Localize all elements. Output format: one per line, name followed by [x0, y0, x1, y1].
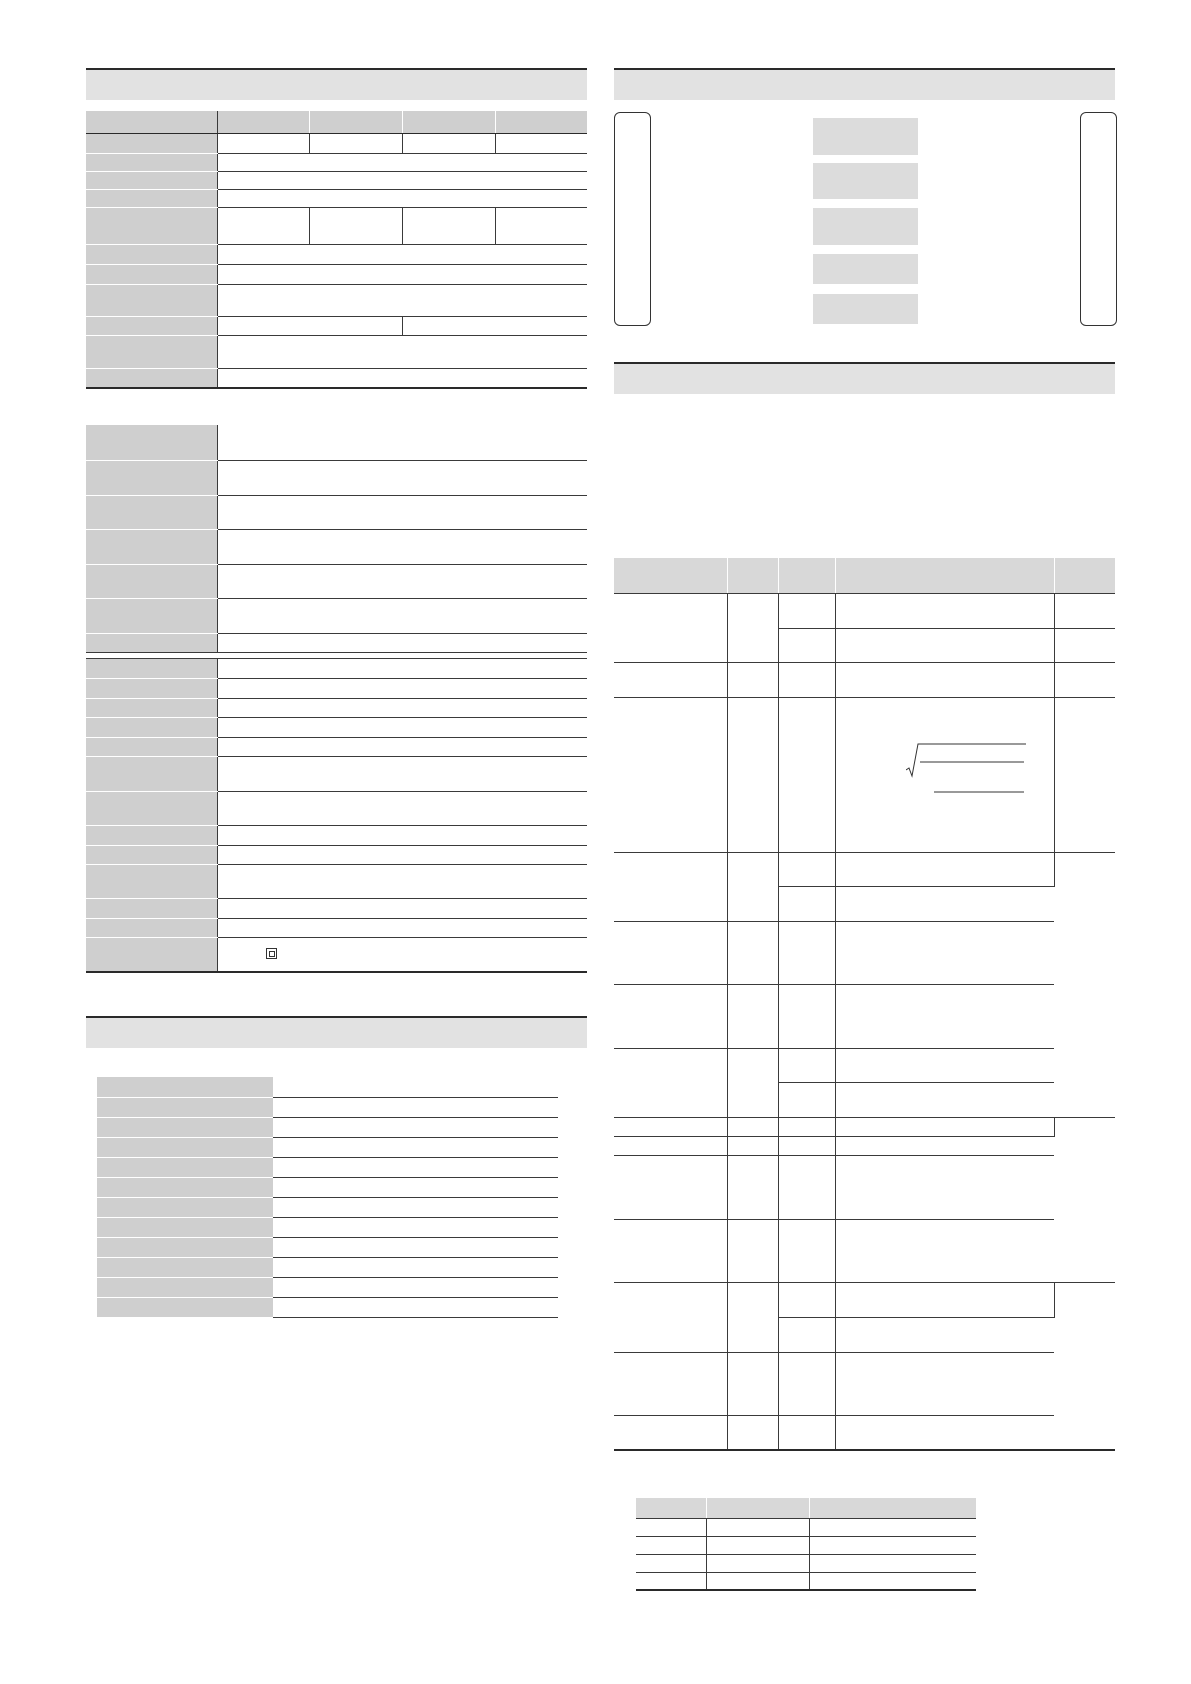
table-cell	[273, 1137, 558, 1157]
table-cell	[778, 1136, 835, 1155]
table-cell	[217, 658, 587, 678]
table-cell	[614, 852, 727, 921]
table-row	[614, 593, 1115, 628]
table-cell	[273, 1257, 558, 1277]
table-row	[86, 368, 587, 388]
table-cell	[217, 171, 587, 189]
table-row	[614, 984, 1115, 1048]
table-cell	[309, 207, 402, 244]
table-header-row	[636, 1498, 976, 1518]
table-cell	[809, 1536, 976, 1554]
table-row	[86, 825, 587, 845]
row-label	[86, 737, 217, 756]
section-header-left-bottom	[86, 1016, 587, 1048]
table-header-row	[86, 111, 587, 133]
table-cell	[614, 697, 727, 852]
table-cell	[402, 316, 587, 335]
row-label	[97, 1177, 273, 1197]
table-cell	[614, 593, 727, 662]
row-label	[86, 633, 217, 652]
square-root-symbol	[906, 742, 1026, 802]
table-row	[614, 1136, 1115, 1155]
table-row	[614, 852, 1115, 886]
table-cell	[835, 1317, 1054, 1352]
header-cell	[636, 1498, 706, 1518]
table-row	[86, 864, 587, 898]
table-row	[636, 1536, 976, 1554]
row-label	[86, 284, 217, 316]
table-cell	[727, 593, 778, 662]
table-cell	[273, 1097, 558, 1117]
table-cell	[778, 1317, 835, 1352]
double-square-icon	[266, 948, 277, 959]
table-cell	[273, 1077, 558, 1097]
table-cell	[727, 1415, 778, 1450]
spec-table-lower	[97, 1077, 558, 1318]
header-cell	[402, 111, 495, 133]
table-cell	[778, 628, 835, 662]
table-cell	[727, 1282, 778, 1352]
table-cell	[706, 1554, 809, 1572]
table-cell	[1054, 1282, 1115, 1450]
table-cell	[835, 852, 1054, 886]
table-cell	[495, 207, 587, 244]
table-cell	[835, 1117, 1054, 1136]
table-cell	[778, 1048, 835, 1082]
row-label	[97, 1237, 273, 1257]
table-cell	[778, 1415, 835, 1450]
row-label	[86, 756, 217, 791]
left-terminal-block	[614, 112, 651, 326]
table-cell	[778, 1082, 835, 1117]
table-row	[86, 529, 587, 564]
table-cell	[273, 1217, 558, 1237]
table-row	[636, 1518, 976, 1536]
table-row	[86, 678, 587, 698]
table-cell	[727, 1117, 778, 1136]
header-cell	[835, 558, 1054, 593]
table-cell	[614, 921, 727, 984]
table-row	[86, 133, 587, 153]
table-row	[97, 1277, 558, 1297]
header-cell	[217, 111, 309, 133]
table-cell	[835, 1415, 1054, 1450]
section-header-register-table	[614, 362, 1115, 394]
table-row	[86, 598, 587, 633]
table-cell	[217, 918, 587, 937]
small-table	[636, 1498, 976, 1591]
table-cell	[217, 335, 587, 368]
table-row	[86, 791, 587, 825]
header-cell	[495, 111, 587, 133]
table-cell	[614, 1352, 727, 1415]
table-row	[614, 1219, 1115, 1282]
table-cell	[217, 264, 587, 284]
table-row	[86, 495, 587, 529]
table-row	[97, 1097, 558, 1117]
table-row	[614, 1415, 1115, 1450]
table-row	[86, 207, 587, 244]
row-label	[86, 171, 217, 189]
table-cell	[727, 662, 778, 697]
row-label	[86, 918, 217, 937]
table-row	[614, 1048, 1115, 1082]
table-cell	[273, 1197, 558, 1217]
section-header-diagram	[614, 68, 1115, 100]
table-cell	[217, 495, 587, 529]
row-label	[86, 495, 217, 529]
table-cell	[706, 1572, 809, 1590]
table-cell	[778, 886, 835, 921]
table-cell	[495, 133, 587, 153]
table-row	[86, 717, 587, 737]
table-cell	[778, 921, 835, 984]
table-row	[86, 633, 587, 652]
diagram-box-3	[813, 208, 918, 245]
table-cell	[217, 153, 587, 171]
table-cell	[727, 1136, 778, 1155]
table-cell	[614, 1219, 727, 1282]
table-cell	[727, 852, 778, 921]
table-cell	[778, 1282, 835, 1317]
table-cell	[727, 1352, 778, 1415]
table-cell	[273, 1297, 558, 1317]
table-cell	[778, 1352, 835, 1415]
table-cell	[727, 1155, 778, 1219]
table-row	[86, 898, 587, 918]
table-cell	[835, 1048, 1054, 1082]
table-cell	[402, 133, 495, 153]
table-cell	[778, 1117, 835, 1136]
table-cell	[1054, 852, 1115, 1117]
table-cell	[727, 1219, 778, 1282]
table-row	[97, 1257, 558, 1277]
table-cell	[273, 1237, 558, 1257]
table-cell	[614, 984, 727, 1048]
row-label	[86, 864, 217, 898]
diagram-box-1	[813, 118, 918, 155]
header-cell	[706, 1498, 809, 1518]
table-row	[97, 1237, 558, 1257]
header-cell	[309, 111, 402, 133]
table-cell	[614, 1136, 727, 1155]
table-cell	[217, 316, 402, 335]
diagram-box-4	[813, 254, 918, 284]
table-cell	[636, 1518, 706, 1536]
table-cell	[614, 1415, 727, 1450]
row-label	[97, 1137, 273, 1157]
table-cell	[402, 207, 495, 244]
spec-table-main	[86, 111, 587, 389]
table-row	[86, 425, 587, 460]
table-cell	[217, 678, 587, 698]
table-row	[614, 1352, 1115, 1415]
section-header-specifications	[86, 68, 587, 100]
diagram-box-5	[813, 294, 918, 324]
spec-table-secondary	[86, 425, 587, 973]
row-label	[86, 207, 217, 244]
row-label	[86, 658, 217, 678]
table-cell	[217, 791, 587, 825]
table-cell	[809, 1518, 976, 1536]
table-row	[86, 564, 587, 598]
table-cell	[835, 662, 1054, 697]
table-cell	[778, 662, 835, 697]
row-label	[86, 244, 217, 264]
row-label	[86, 425, 217, 460]
table-cell	[217, 898, 587, 918]
table-cell	[217, 368, 587, 388]
table-cell	[217, 284, 587, 316]
register-table	[614, 558, 1115, 1451]
table-row	[97, 1077, 558, 1097]
header-cell	[778, 558, 835, 593]
table-cell	[217, 207, 309, 244]
table-cell	[614, 1155, 727, 1219]
table-row	[86, 189, 587, 207]
right-terminal-block	[1080, 112, 1117, 326]
formula-cell	[835, 697, 1054, 852]
row-label	[86, 335, 217, 368]
table-cell	[835, 886, 1054, 921]
table-cell	[273, 1277, 558, 1297]
table-cell	[835, 593, 1054, 628]
table-row	[86, 698, 587, 717]
table-cell	[1054, 697, 1115, 852]
table-cell	[309, 133, 402, 153]
table-cell	[778, 697, 835, 852]
row-label	[86, 368, 217, 388]
table-cell	[217, 189, 587, 207]
table-cell	[217, 717, 587, 737]
row-label	[97, 1277, 273, 1297]
table-cell	[778, 852, 835, 886]
table-cell	[835, 1352, 1054, 1415]
table-row	[97, 1157, 558, 1177]
header-cell	[809, 1498, 976, 1518]
table-row	[97, 1137, 558, 1157]
row-label	[97, 1077, 273, 1097]
table-cell	[217, 825, 587, 845]
table-row	[86, 335, 587, 368]
table-cell	[273, 1157, 558, 1177]
table-cell	[835, 1155, 1054, 1219]
table-cell	[835, 628, 1054, 662]
row-label	[86, 529, 217, 564]
table-cell	[614, 662, 727, 697]
row-label	[86, 264, 217, 284]
table-cell	[835, 1219, 1054, 1282]
row-label	[97, 1117, 273, 1137]
table-cell	[273, 1117, 558, 1137]
table-cell	[1054, 593, 1115, 628]
row-label	[86, 845, 217, 864]
row-label	[97, 1217, 273, 1237]
table-cell	[835, 984, 1054, 1048]
row-label	[86, 698, 217, 717]
table-row	[614, 1282, 1115, 1317]
table-cell	[636, 1572, 706, 1590]
row-label	[97, 1197, 273, 1217]
row-label	[86, 678, 217, 698]
table-cell	[217, 133, 309, 153]
row-label	[97, 1157, 273, 1177]
table-cell	[835, 1282, 1054, 1317]
table-row	[86, 316, 587, 335]
table-cell	[778, 1219, 835, 1282]
table-row	[86, 284, 587, 316]
table-row	[97, 1177, 558, 1197]
table-row	[97, 1197, 558, 1217]
table-cell	[217, 864, 587, 898]
table-cell	[778, 1155, 835, 1219]
table-row	[97, 1297, 558, 1317]
table-cell	[706, 1536, 809, 1554]
table-row	[86, 264, 587, 284]
table-row	[86, 460, 587, 495]
table-row	[86, 153, 587, 171]
table-cell	[217, 737, 587, 756]
row-label	[86, 153, 217, 171]
table-cell	[614, 1048, 727, 1117]
table-cell	[809, 1572, 976, 1590]
table-row	[97, 1117, 558, 1137]
table-row	[614, 1155, 1115, 1219]
table-row	[636, 1572, 976, 1590]
row-label	[86, 717, 217, 737]
table-cell	[835, 921, 1054, 984]
table-row	[86, 171, 587, 189]
table-cell	[217, 598, 587, 633]
table-row	[636, 1554, 976, 1572]
table-cell	[1054, 662, 1115, 697]
header-cell	[727, 558, 778, 593]
diagram-box-2	[813, 163, 918, 199]
table-cell	[217, 425, 587, 460]
table-cell	[1054, 1117, 1115, 1282]
table-row	[86, 918, 587, 937]
table-row	[86, 244, 587, 264]
row-label	[86, 898, 217, 918]
table-row	[614, 1117, 1115, 1136]
table-cell	[809, 1554, 976, 1572]
header-cell	[1054, 558, 1115, 593]
header-cell	[86, 111, 217, 133]
row-label	[86, 316, 217, 335]
table-header-row	[614, 558, 1115, 593]
table-cell	[217, 244, 587, 264]
table-cell	[217, 633, 587, 652]
table-cell	[835, 1082, 1054, 1117]
table-row	[614, 662, 1115, 697]
row-label	[86, 825, 217, 845]
table-cell	[614, 1117, 727, 1136]
table-cell	[217, 937, 587, 972]
table-cell	[778, 593, 835, 628]
table-row-formula	[614, 697, 1115, 852]
table-cell	[727, 1048, 778, 1117]
row-label	[86, 564, 217, 598]
table-cell	[273, 1177, 558, 1197]
table-row	[97, 1217, 558, 1237]
row-label	[86, 460, 217, 495]
table-row	[86, 658, 587, 678]
table-cell	[217, 529, 587, 564]
row-label	[86, 133, 217, 153]
row-label	[86, 189, 217, 207]
table-row	[86, 937, 587, 972]
row-label	[97, 1257, 273, 1277]
row-label	[97, 1297, 273, 1317]
table-cell	[217, 845, 587, 864]
table-cell	[636, 1536, 706, 1554]
table-row	[86, 737, 587, 756]
table-cell	[835, 1136, 1054, 1155]
row-label	[86, 791, 217, 825]
table-cell	[727, 697, 778, 852]
header-cell	[614, 558, 727, 593]
row-label	[86, 598, 217, 633]
table-cell	[217, 460, 587, 495]
table-cell	[217, 756, 587, 791]
table-cell	[706, 1518, 809, 1536]
row-label	[86, 937, 217, 972]
table-cell	[727, 984, 778, 1048]
row-label	[97, 1097, 273, 1117]
table-cell	[636, 1554, 706, 1572]
table-cell	[727, 921, 778, 984]
table-cell	[1054, 628, 1115, 662]
table-cell	[778, 984, 835, 1048]
table-row	[86, 845, 587, 864]
table-cell	[614, 1282, 727, 1352]
table-row	[86, 756, 587, 791]
table-row	[614, 921, 1115, 984]
table-cell	[217, 564, 587, 598]
table-cell	[217, 698, 587, 717]
